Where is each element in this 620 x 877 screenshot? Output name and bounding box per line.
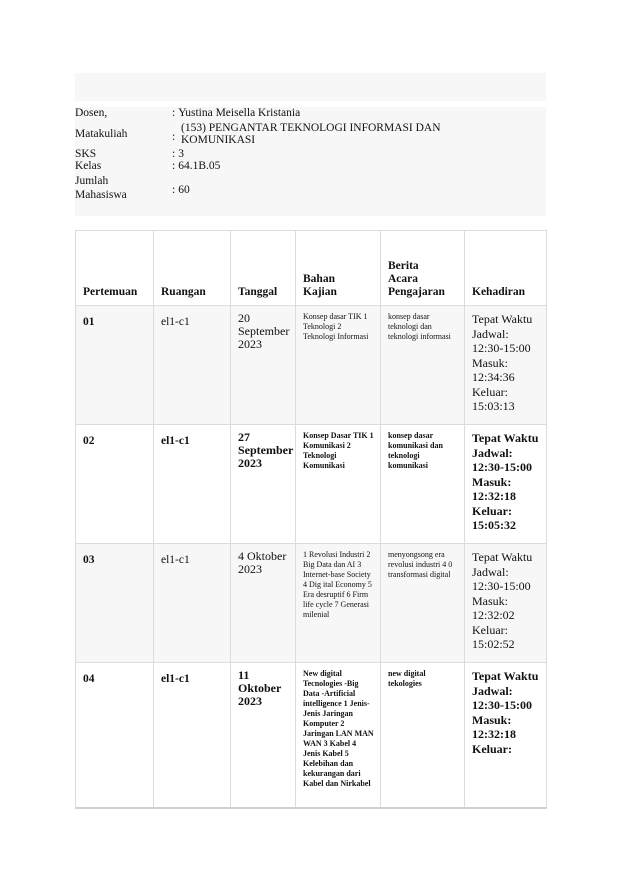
cell-kehadiran: Tepat Waktu Jadwal: 12:30-15:00 Masuk: 12:34:36 Keluar: 15:03:13: [465, 306, 547, 425]
cell-berita-acara: konsep dasar teknologi dan teknologi informasi: [381, 306, 465, 425]
table-row: [76, 425, 547, 544]
cell-berita-acara: new digital tekologies: [381, 663, 465, 809]
dosen-label: Dosen,: [75, 107, 108, 119]
cell-tanggal: 27 September 2023: [231, 425, 296, 544]
cell-ruangan: el1-c1: [154, 663, 231, 809]
header-tanggal: Tanggal: [231, 231, 296, 306]
table-row: [76, 663, 547, 809]
cell-ruangan: el1-c1: [154, 306, 231, 425]
header-ruangan: Ruangan: [154, 231, 231, 306]
info-row-matakuliah: [75, 122, 546, 146]
jumlah-label: Jumlah Mahasiswa: [75, 175, 127, 201]
header-band: [75, 73, 546, 101]
sks-label: SKS: [75, 148, 97, 160]
cell-ruangan: el1-c1: [154, 544, 231, 663]
matakuliah-label: Matakuliah: [75, 128, 128, 140]
cell-pertemuan: 02: [76, 425, 154, 544]
cell-tanggal: 20 September 2023: [231, 306, 296, 425]
cell-kehadiran: Tepat Waktu Jadwal: 12:30-15:00 Masuk: 12:32:18 Keluar:: [465, 663, 547, 809]
cell-bahan-kajian: 1 Revolusi Industri 2 Big Data dan AI 3 Internet-base Society 4 Dig ital Economy 5 Era desruptif 6 Firm life cycle 7 Generasi milenial: [296, 544, 381, 663]
cell-berita-acara: konsep dasar komunikasi dan teknologi komunikasi: [381, 425, 465, 544]
header-berita-acara: Berita Acara Pengajaran: [381, 231, 465, 306]
course-info: [75, 107, 546, 216]
cell-kehadiran: Tepat Waktu Jadwal: 12:30-15:00 Masuk: 12:32:02 Keluar: 15:02:52: [465, 544, 547, 663]
cell-pertemuan: 03: [76, 544, 154, 663]
kelas-value: : 64.1B.05: [172, 160, 221, 172]
info-row-jumlah: [75, 172, 546, 202]
cell-pertemuan: 01: [76, 306, 154, 425]
table-row: [76, 544, 547, 663]
matakuliah-value: (153) PENGANTAR TEKNOLOGI INFORMASI DAN KOMUNIKASI: [181, 122, 441, 146]
info-row-sks: [75, 146, 546, 160]
cell-ruangan: el1-c1: [154, 425, 231, 544]
jumlah-value: : 60: [172, 184, 190, 196]
cell-bahan-kajian: Konsep Dasar TIK 1 Komunikasi 2 Teknologi Komunikasi: [296, 425, 381, 544]
cell-tanggal: 11 Oktober 2023: [231, 663, 296, 809]
matakuliah-colon: :: [172, 131, 176, 143]
cell-pertemuan: 04: [76, 663, 154, 809]
attendance-table-wrap: [75, 230, 546, 790]
kelas-label: Kelas: [75, 160, 102, 172]
cell-bahan-kajian: New digital Tecnologies -Big Data -Artificial intelligence 1 Jenis-Jenis Jaringan Komputer 2 Jaringan LAN MAN WAN 3 Kabel 4 Jenis Kabel 5 Kelebihan dan kekurangan dari Kabel dan Nirkabel: [296, 663, 381, 809]
table-header-row: [76, 231, 547, 306]
attendance-table: [75, 230, 547, 809]
cell-tanggal: 4 Oktober 2023: [231, 544, 296, 663]
info-row-kelas: [75, 160, 546, 172]
sks-value: : 3: [172, 148, 184, 160]
header-bahan-kajian: Bahan Kajian: [296, 231, 381, 306]
header-kehadiran: Kehadiran: [465, 231, 547, 306]
info-row-dosen: [75, 107, 546, 122]
cell-berita-acara: menyongsong era revolusi industri 4 0 transformasi digital: [381, 544, 465, 663]
dosen-value: : Yustina Meisella Kristania: [172, 107, 301, 119]
cell-kehadiran: Tepat Waktu Jadwal: 12:30-15:00 Masuk: 12:32:18 Keluar: 15:05:32: [465, 425, 547, 544]
header-pertemuan: Pertemuan: [76, 231, 154, 306]
cell-bahan-kajian: Konsep dasar TIK 1 Teknologi 2 Teknologi Informasi: [296, 306, 381, 425]
table-row: [76, 306, 547, 425]
